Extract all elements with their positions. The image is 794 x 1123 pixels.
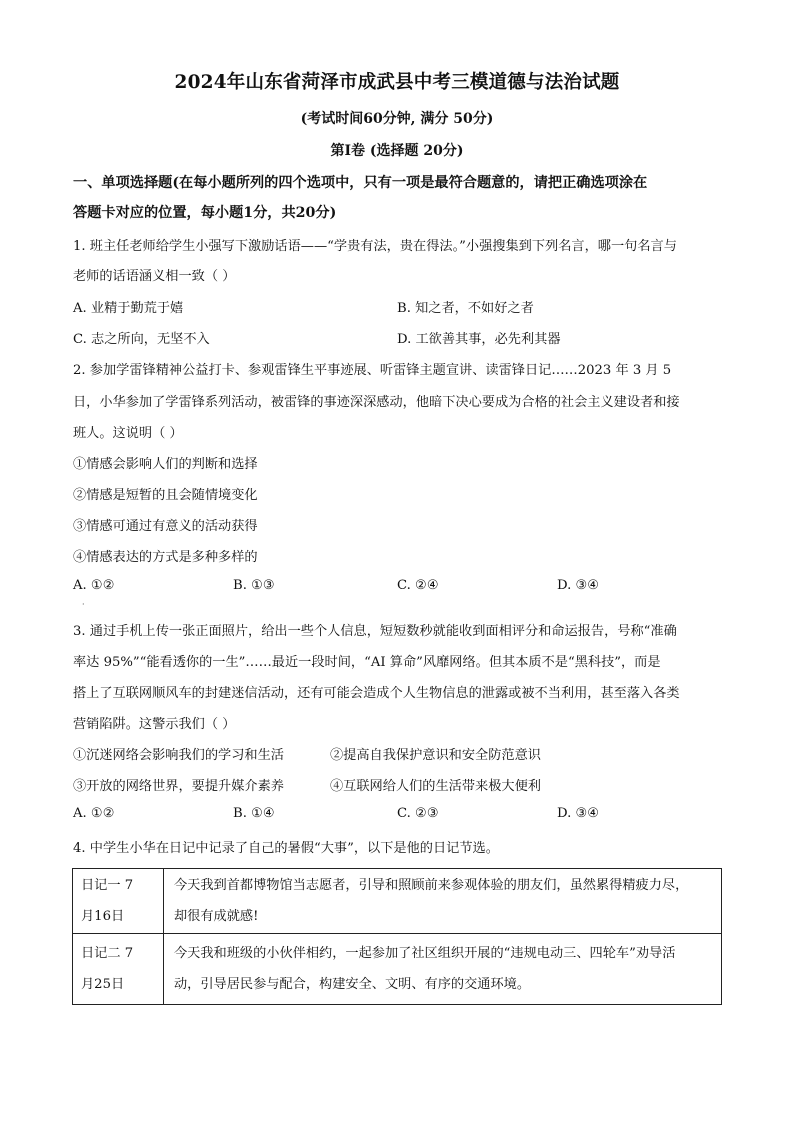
section-heading-line1: 一、单项选择题(在每小题所列的四个选项中，只有一项是最符合题意的，请把正确选项涂在 (73, 175, 648, 191)
q3-stem-line3: 搭上了互联网顺风车的封建迷信活动，还有可能会造成个人生物信息的泄露或被不当利用，甚至落入各类 (73, 686, 680, 701)
q3-stem-line2: 率达 95%”“能看透你的一生”……最近一段时间，“AI 算命”风靡网络。但其本质不是“黑科技”，而是 (73, 655, 661, 670)
diary-label-line1: 日记一 7 (81, 878, 134, 893)
q4-stem: 4. 中学生小华在日记中记录了自己的暑假“大事”，以下是他的日记节选。 (73, 841, 499, 856)
q2-stem-line1: 2. 参加学雷锋精神公益打卡、参观雷锋生平事迹展、听雷锋主题宣讲、读雷锋日记……2023 年 3 月 5 (73, 363, 672, 378)
stray-dot: · (82, 600, 85, 609)
q2-stem-line2: 日，小华参加了学雷锋系列活动，被雷锋的事迹深深感动，他暗下决心要成为合格的社会主义建设者和接 (73, 395, 680, 410)
q2-stem-line3: 班人。这说明（ ） (73, 426, 183, 441)
diary-date-cell (73, 934, 164, 1005)
diary-text-line1: 今天我和班级的小伙伴相约，一起参加了社区组织开展的“违规电动三、四轮车”劝导活 (174, 946, 676, 961)
diary-row (73, 934, 722, 1005)
q2-option-c: C. ②④ (397, 578, 439, 593)
diary-text-line2: 却很有成就感! (174, 909, 259, 924)
q2-statement-4: ④情感表达的方式是多种多样的 (73, 550, 258, 565)
q3-stem-line4: 营销陷阱。这警示我们（ ） (73, 717, 236, 732)
q3-option-c: C. ②③ (397, 806, 439, 821)
diary-table (72, 868, 722, 1005)
diary-row (73, 869, 722, 934)
q2-statement-2: ②情感是短暂的且会随情境变化 (73, 488, 258, 503)
q2-statement-1: ①情感会影响人们的判断和选择 (73, 457, 258, 472)
exam-info: (考试时间60分钟, 满分 50分) (300, 111, 494, 127)
q1-option-d: D. 工欲善其事，必先利其器 (397, 332, 561, 347)
q2-statement-3: ③情感可通过有意义的活动获得 (73, 519, 258, 534)
q3-statement-1: ①沉迷网络会影响我们的学习和生活 (73, 748, 284, 763)
diary-label-line2: 月25日 (81, 977, 125, 992)
diary-label-line2: 月16日 (81, 909, 125, 924)
diary-text-line1: 今天我到首都博物馆当志愿者，引导和照顾前来参观体验的朋友们，虽然累得精疲力尽， (174, 878, 689, 893)
diary-label-line1: 日记二 7 (81, 946, 134, 961)
diary-date-cell (73, 869, 164, 934)
q3-stem-line1: 3. 通过手机上传一张正面照片，给出一些个人信息，短短数秒就能收到面相评分和命运报告，号称“准确 (73, 624, 677, 639)
diary-text-cell (164, 869, 722, 934)
q3-statement-2: ②提高自我保护意识和安全防范意识 (330, 748, 541, 763)
q1-stem-line2: 老师的话语涵义相一致（ ） (73, 269, 236, 284)
section-heading-line2: 答题卡对应的位置，每小题1分，共20分) (73, 205, 337, 221)
volume-heading: 第Ⅰ卷 (选择题 20分) (330, 143, 464, 159)
q2-option-d: D. ③④ (557, 578, 600, 593)
q3-statement-3: ③开放的网络世界，要提升媒介素养 (73, 779, 284, 794)
page-title: 2024年山东省菏泽市成武县中考三模道德与法治试题 (174, 72, 620, 93)
q1-option-a: A. 业精于勤荒于嬉 (73, 301, 184, 316)
q2-option-b: B. ①③ (233, 578, 275, 593)
q3-option-b: B. ①④ (233, 806, 275, 821)
q1-option-c: C. 志之所向，无坚不入 (73, 332, 210, 347)
q3-statement-4: ④互联网给人们的生活带来极大便利 (330, 779, 541, 794)
q3-option-d: D. ③④ (557, 806, 600, 821)
q3-option-a: A. ①② (73, 806, 115, 821)
q1-stem-line1: 1. 班主任老师给学生小强写下激励话语——“学贵有法，贵在得法。”小强搜集到下列名言，哪一句名言与 (73, 239, 677, 254)
diary-text-line2: 动，引导居民参与配合，构建安全、文明、有序的交通环境。 (174, 977, 531, 992)
diary-text-cell (164, 934, 722, 1005)
q1-option-b: B. 知之者，不如好之者 (397, 301, 534, 316)
q2-option-a: A. ①② (73, 578, 115, 593)
